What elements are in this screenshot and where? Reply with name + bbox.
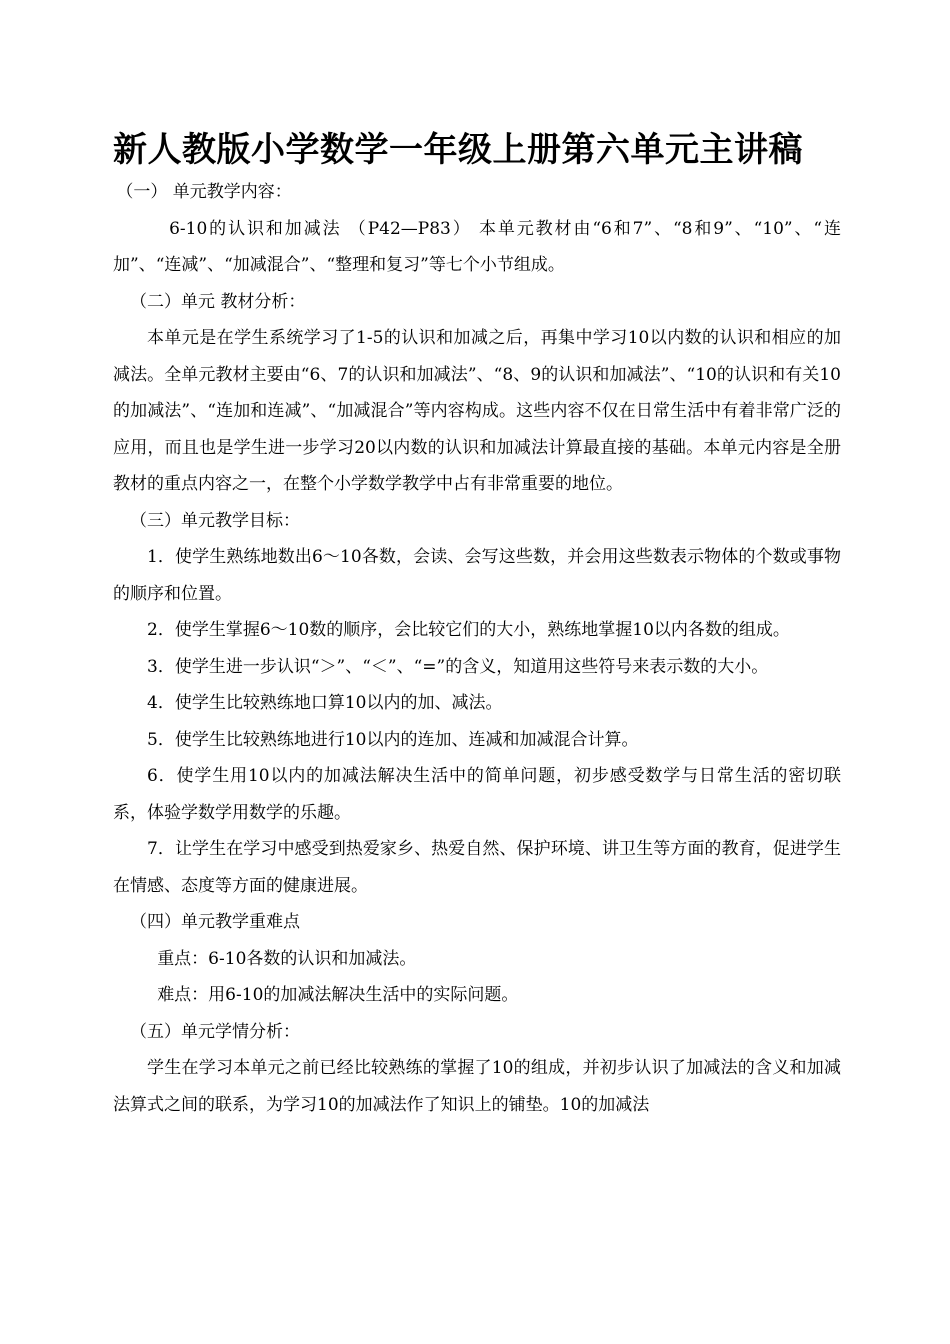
key-point-line: 重点：6-10各数的认识和加减法。 xyxy=(157,948,417,969)
goal-item: 4．使学生比较熟练地口算10以内的加、减法。 xyxy=(147,693,503,713)
section-paragraph-analysis: 本单元是在学生系统学习了1-5的认识和加减之后，再集中学习10以内数的认识和相应的加减法。全单元教材主要由“6、7的认识和加减法”、“8、9的认识和加减法”、“10的认识和有关10的加减法”、“连加和连减”、“加减混合”等内容构成。这些内容不仅在日常生活中有着非常广泛的应用，而且也是学生进一步学习20以内数的认识和加减法计算最直接的基础。本单元内容是全册教材的重点内容之一，在整个小学数学教学中占有非常重要的地位。 xyxy=(113,328,841,494)
goal-item: 2．使学生掌握6～10数的顺序，会比较它们的大小，熟练地掌握10以内各数的组成。 xyxy=(147,620,790,640)
goal-item: 3．使学生进一步认识“＞”、“＜”、“=”的含义，知道用这些符号来表示数的大小。 xyxy=(147,656,769,677)
section-heading-goals: （三）单元教学目标： xyxy=(130,510,300,531)
section-heading-learner-analysis: （五）单元学情分析： xyxy=(130,1021,300,1042)
section-paragraph-content: 6-10的认识和加减法 （P42—P83） 本单元教材由“6和7”、“8和9”、“10”、“连加”、“连减”、“加减混合”、“整理和复习”等七个小节组成。 xyxy=(113,218,841,275)
goal-item: 1．使学生熟练地数出6～10各数，会读、会写这些数，并会用这些数表示物体的个数或事物的顺序和位置。 xyxy=(113,547,841,604)
document-title: 新人教版小学数学一年级上册第六单元主讲稿 xyxy=(113,130,803,170)
goal-item: 5．使学生比较熟练地进行10以内的连加、连减和加减混合计算。 xyxy=(147,729,639,750)
difficulty-line: 难点：用6-10的加减法解决生活中的实际问题。 xyxy=(157,985,519,1005)
section-heading-analysis: （二）单元 教材分析： xyxy=(130,291,306,312)
goal-item: 7．让学生在学习中感受到热爱家乡、热爱自然、保护环境、讲卫生等方面的教育，促进学生在情感、态度等方面的健康进展。 xyxy=(113,839,841,896)
section-heading-key-points: （四）单元教学重难点 xyxy=(130,912,300,932)
section-heading-content: （一） 单元教学内容： xyxy=(116,182,292,202)
goal-item: 6．使学生用10以内的加减法解决生活中的简单问题，初步感受数学与日常生活的密切联系，体验学数学用数学的乐趣。 xyxy=(113,766,841,823)
section-paragraph-learner-analysis: 学生在学习本单元之前已经比较熟练的掌握了10的组成，并初步认识了加减法的含义和加减法算式之间的联系，为学习10的加减法作了知识上的铺垫。10的加减法 xyxy=(113,1058,841,1115)
document-body xyxy=(113,174,841,1123)
